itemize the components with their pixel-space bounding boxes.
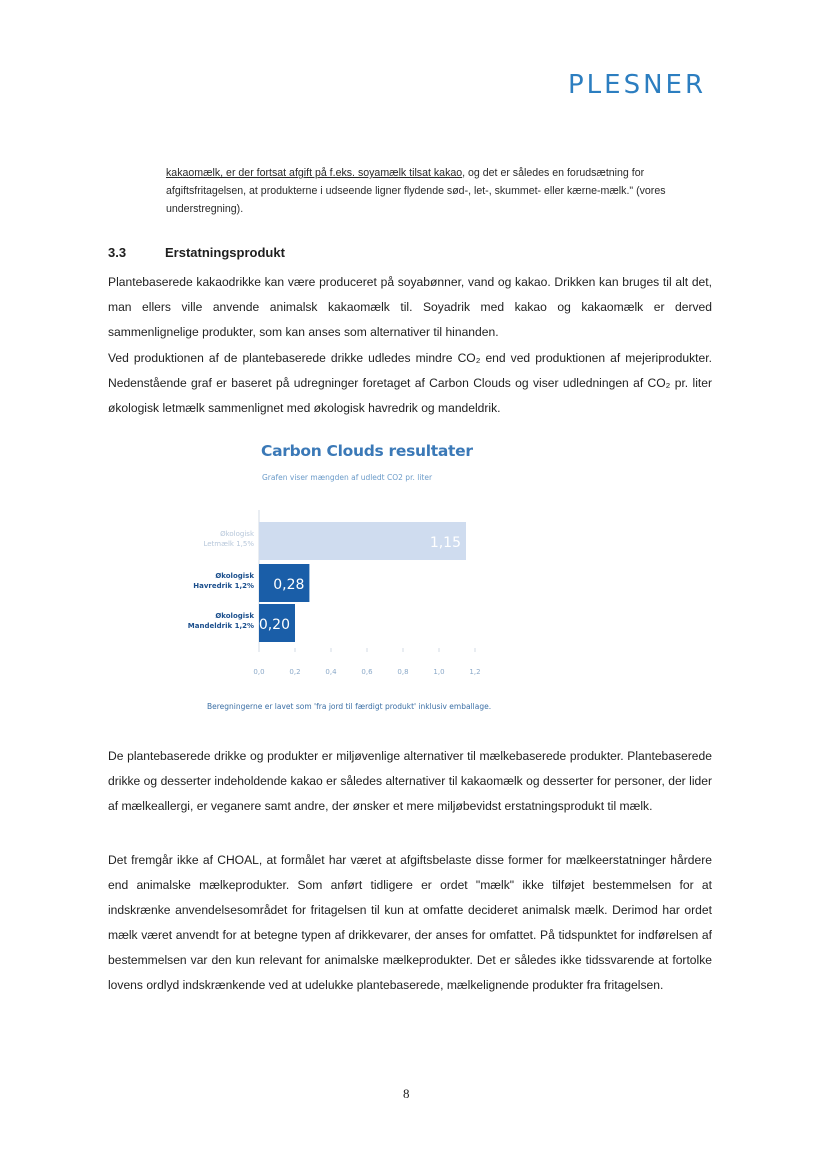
paragraph-2: Ved produktionen af de plantebaserede drikke udledes mindre CO₂ end ved produktionen af mejeriprodukter. Nedenstående graf er baseret på udregninger foretaget af Carbon Clouds og viser udledningen af CO₂ pr. liter økologisk letmælk sammenlignet med økologisk havredrik og mandeldrik. [108,351,712,415]
x-tick-label-1: 0,2 [289,668,301,676]
paragraph-1: Plantebaserede kakaodrikke kan være produceret på soyabønner, vand og kakao. Drikken kan bruges til alt det, man ellers ville anvende animalsk kakaomælk til. Soyadrik med kakao og kakaomælk er derved sammenlignelige produkter, som kan anses som alternativer til hinanden. [108,275,712,339]
category-label-2-0: Økologisk [215,612,254,620]
chart-plot [187,442,525,702]
paragraph-4: Det fremgår ikke af CHOAL, at formålet har været at afgiftsbelaste disse former for mælkeerstatninger hårdere end animalske mælkeprodukter. Som anført tidligere er ordet "mælk" ikke tilføjet bestemmelsen for at indskrænke anvendelsesområdet for fritagelsen til kun at omfatte decideret animalsk mælk. Derimod har ordet mælk været anvendt for at betegne typen af drikkevarer, der anses for omfattet. På tidspunktet for indførelsen af bestemmelsen var den kun relevant for animalske mælkeprodukter. Det er således ikke tidssvarende at fortolke lovens ordlyd indskrænkende ved at udelukke plantebaserede, mælkelignende produkter fra fritagelsen. [108,853,712,992]
section-number: 3.3 [108,245,127,260]
quote-rest: for afgiftsfritagelsen, at produkterne i udseende ligner flydende sød-, let-, skummet- eller kærne-mælk." (vores understregning). [166,167,666,215]
x-tick-label-3: 0,6 [361,668,373,676]
chart-title: Carbon Clouds resultater [261,442,473,460]
plesner-logo: PLESNER [568,70,707,100]
page-number: 8 [403,1086,410,1101]
section-title: Erstatningsprodukt [165,245,285,260]
category-label-1-0: Økologisk [215,572,254,580]
bar-value-label-1: 0,28 [273,577,305,593]
x-tick-label-4: 0,8 [397,668,409,676]
bar-value-label-0: 1,15 [429,535,461,551]
quote-line1-rest: , og det er således en forudsætning [462,167,629,179]
x-tick-label-0: 0,0 [253,668,265,676]
quote-underlined: kakaomælk, er der fortsat afgift på f.eks. soyamælk tilsat kakao [166,167,463,179]
x-tick-label-6: 1,2 [469,668,481,676]
paragraph-3: De plantebaserede drikke og produkter er miljøvenlige alternativer til mælkebaserede produkter. Plantebaserede drikke og desserter indeholdende kakao er således alternativer til kakaomælk og desserter for personer, der lider af mælkeallergi, er veganere samt andre, der ønsker et mere miljøbevidst erstatningsprodukt til mælk. [108,749,712,813]
x-tick-label-2: 0,4 [325,668,337,676]
category-label-0-1: Letmælk 1,5% [203,540,254,548]
x-tick-label-5: 1,0 [433,668,445,676]
co2-chart [187,442,525,722]
category-label-2-1: Mandeldrik 1,2% [187,622,254,630]
chart-note: Beregningerne er lavet som 'fra jord til færdigt produkt' inklusiv emballage. [207,702,492,711]
section-heading [108,245,285,260]
quoted-text [166,164,686,218]
category-label-0-0: Økologisk [220,530,254,538]
category-label-1-1: Havredrik 1,2% [193,582,254,590]
chart-subtitle: Grafen viser mængden af udledt CO2 pr. liter [262,473,433,482]
bar-value-label-2: 0,20 [258,617,290,633]
